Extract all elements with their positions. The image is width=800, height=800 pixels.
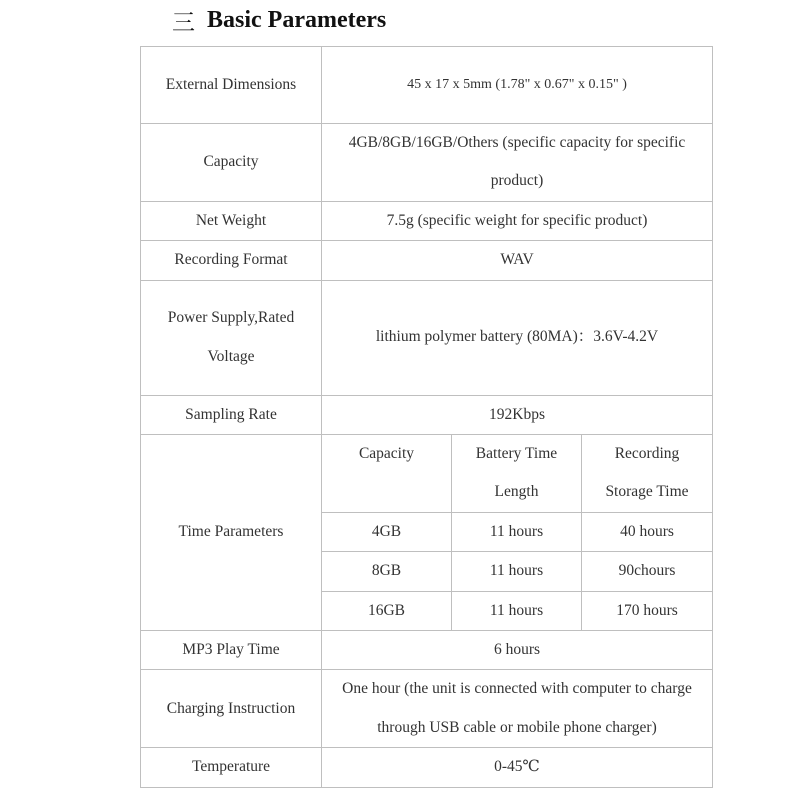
subtable-cell: 90chours <box>582 552 713 591</box>
param-label: Charging Instruction <box>141 670 322 748</box>
table-row <box>141 201 713 240</box>
subtable-cell: 11 hours <box>452 552 582 591</box>
subtable-cell: 170 hours <box>582 591 713 630</box>
param-value: 0-45℃ <box>322 748 713 787</box>
parameters-table <box>140 46 713 788</box>
param-value: 7.5g (specific weight for specific product) <box>322 201 713 240</box>
param-value: One hour (the unit is connected with computer to charge through USB cable or mobile phone charger) <box>322 670 713 748</box>
param-value: WAV <box>322 241 713 280</box>
subtable-cell: 40 hours <box>582 512 713 551</box>
section-heading <box>172 2 386 38</box>
param-label: Sampling Rate <box>141 395 322 434</box>
table-row <box>141 47 713 124</box>
param-label: Capacity <box>141 124 322 202</box>
subtable-header: Battery Time Length <box>452 435 582 513</box>
table-row <box>141 241 713 280</box>
param-label: Temperature <box>141 748 322 787</box>
subtable-header: Recording Storage Time <box>582 435 713 513</box>
subtable-cell: 16GB <box>322 591 452 630</box>
param-label: Time Parameters <box>141 435 322 631</box>
subtable-cell: 11 hours <box>452 591 582 630</box>
table-row <box>141 670 713 748</box>
subtable-cell: 4GB <box>322 512 452 551</box>
table-row <box>141 631 713 670</box>
section-title: Basic Parameters <box>207 6 387 33</box>
param-value: 4GB/8GB/16GB/Others (specific capacity for specific product) <box>322 124 713 202</box>
param-value: 45 x 17 x 5mm (1.78" x 0.67" x 0.15" ) <box>322 47 713 124</box>
param-value: 6 hours <box>322 631 713 670</box>
table-row <box>141 280 713 395</box>
param-value: 192Kbps <box>322 395 713 434</box>
table-row <box>141 748 713 787</box>
param-label: External Dimensions <box>141 47 322 124</box>
table-row <box>141 395 713 434</box>
subtable-header: Capacity <box>322 435 452 513</box>
param-label: Power Supply,Rated Voltage <box>141 280 322 395</box>
table-row <box>141 124 713 202</box>
subtable-cell: 8GB <box>322 552 452 591</box>
param-label: MP3 Play Time <box>141 631 322 670</box>
subtable-cell: 11 hours <box>452 512 582 551</box>
param-value: lithium polymer battery (80MA)：3.6V-4.2V <box>322 280 713 395</box>
table-row <box>141 435 713 513</box>
section-number: 三 <box>172 9 195 36</box>
param-label: Recording Format <box>141 241 322 280</box>
param-label: Net Weight <box>141 201 322 240</box>
